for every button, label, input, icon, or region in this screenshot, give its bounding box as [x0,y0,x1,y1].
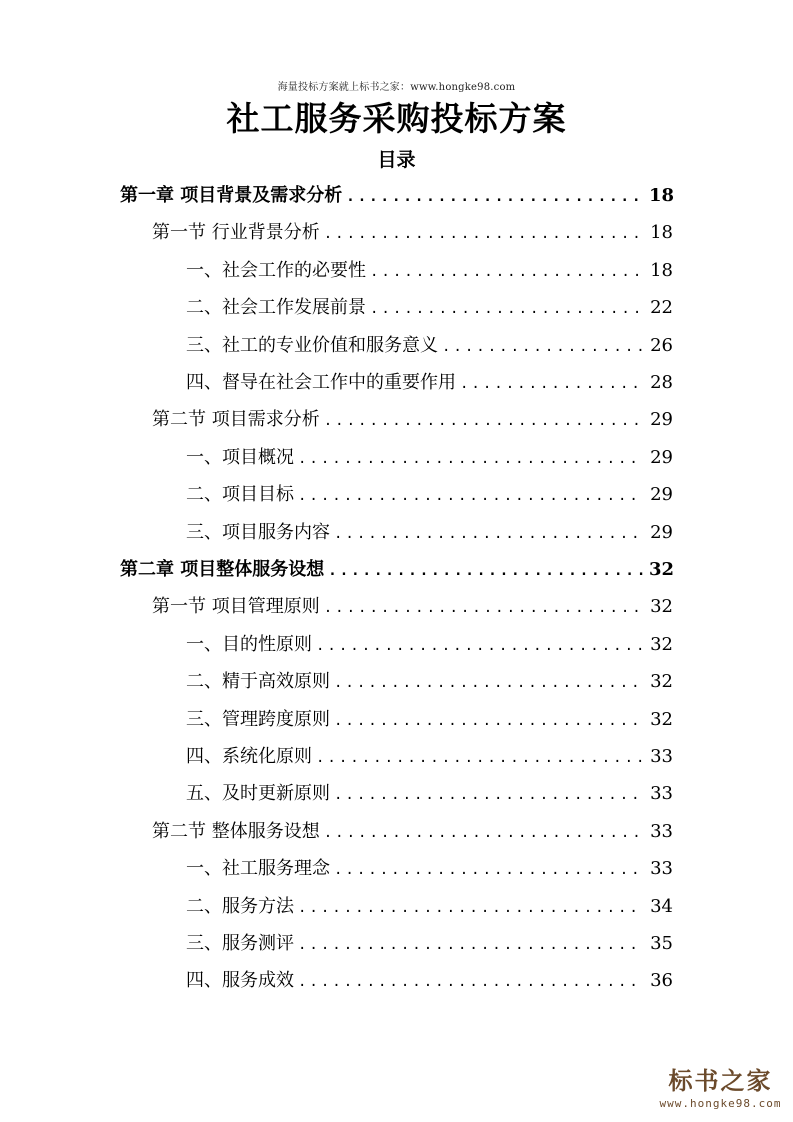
dot-leader [324,406,643,436]
toc-entry-page: 18 [649,185,675,206]
toc-entry[interactable] [186,630,673,660]
toc-entry-label: 第一节 行业背景分析 [152,222,320,244]
toc-entry-page: 26 [650,334,673,356]
toc-entry[interactable] [186,443,673,473]
dot-leader [334,668,643,698]
toc-entry-label: 第一章 项目背景及需求分析 [120,185,343,206]
dot-leader [334,706,643,736]
dot-leader [334,855,643,885]
toc-entry-label: 四、督导在社会工作中的重要作用 [186,372,456,393]
dot-leader [334,780,643,810]
toc-entry-page: 28 [650,372,673,393]
dot-leader [316,743,643,773]
toc-entry-page: 29 [650,521,673,543]
toc-entry-page: 32 [649,559,675,580]
toc-entry-page: 22 [650,297,673,319]
toc-entry[interactable] [120,555,673,585]
dot-leader [316,631,643,661]
toc-entry-label: 二、精于高效原则 [186,671,330,693]
toc-entry-label: 三、管理跨度原则 [186,708,330,730]
toc-entry[interactable] [186,256,673,286]
toc-entry-page: 32 [650,708,673,730]
dot-leader [460,369,643,399]
toc-entry-label: 一、社会工作的必要性 [186,259,366,281]
toc-entry[interactable] [152,592,673,622]
toc-entry-page: 35 [650,933,673,954]
toc-entry[interactable] [186,892,673,922]
toc-entry-page: 33 [650,783,673,805]
footer-logo [648,1066,793,1122]
toc-entry[interactable] [186,929,673,959]
toc-heading: 目录 [377,149,416,171]
toc-entry-label: 一、目的性原则 [186,633,312,655]
document-title: 社工服务采购投标方案 [226,99,567,138]
toc-entry-page: 32 [650,596,673,618]
dot-leader [298,930,643,960]
toc-entry-page: 29 [650,446,673,468]
dot-leader [324,593,643,623]
dot-leader [298,444,643,474]
toc-entry[interactable] [186,854,673,884]
toc-entry-label: 三、社工的专业价值和服务意义 [186,334,438,356]
header-note: 海量投标方案就上标书之家：www.hongke98.com [277,82,516,93]
toc-entry[interactable] [120,181,673,211]
dot-leader [442,332,643,362]
toc-entry[interactable] [186,779,673,809]
toc-entry[interactable] [186,480,673,510]
dot-leader [370,257,643,287]
toc-entry-label: 五、及时更新原则 [186,783,330,805]
logo-name: 标书之家 [668,1067,773,1095]
toc-entry-label: 第一节 项目管理原则 [152,596,320,618]
toc-entry[interactable] [186,331,673,361]
dot-leader [298,481,643,511]
dot-leader [298,967,643,997]
logo-url: www.hongke98.com [659,1097,782,1110]
toc-entry-page: 29 [650,409,673,431]
toc-entry-label: 三、服务测评 [186,933,294,954]
toc-entry-page: 33 [650,746,673,767]
toc-entry-page: 34 [650,895,673,917]
toc-entry-label: 一、项目概况 [186,446,294,468]
toc-entry-label: 一、社工服务理念 [186,858,330,880]
dot-leader [334,519,643,549]
toc-entry[interactable] [152,817,673,847]
toc-entry-label: 第二节 项目需求分析 [152,409,320,431]
toc-entry[interactable] [186,966,673,996]
toc-entry[interactable] [186,518,673,548]
dot-leader [346,182,643,212]
toc-entry[interactable] [152,218,673,248]
toc-entry[interactable] [186,368,673,398]
toc-entry-page: 33 [650,858,673,880]
toc-entry-page: 18 [650,259,673,281]
toc-entry-page: 32 [650,633,673,655]
toc-entry-page: 32 [650,671,673,693]
toc-entry-page: 33 [650,820,673,842]
toc-entry-label: 四、服务成效 [186,970,294,992]
toc-entry-page: 29 [650,484,673,506]
toc-entry-label: 二、项目目标 [186,484,294,506]
toc-entry-label: 二、服务方法 [186,895,294,917]
dot-leader [324,818,643,848]
toc-entry[interactable] [152,405,673,435]
toc-entry[interactable] [186,742,673,772]
toc-entry-label: 四、系统化原则 [186,746,312,767]
toc-entry[interactable] [186,705,673,735]
dot-leader [328,556,643,586]
toc-entry[interactable] [186,293,673,323]
dot-leader [298,893,643,923]
toc-entry-page: 36 [650,970,673,992]
toc-entry[interactable] [186,667,673,697]
toc-entry-page: 18 [650,222,673,244]
toc-entry-label: 三、项目服务内容 [186,521,330,543]
dot-leader [370,294,643,324]
toc-entry-label: 第二章 项目整体服务设想 [120,559,325,580]
dot-leader [324,219,643,249]
toc-entry-label: 第二节 整体服务设想 [152,820,320,842]
toc-entry-label: 二、社会工作发展前景 [186,297,366,319]
